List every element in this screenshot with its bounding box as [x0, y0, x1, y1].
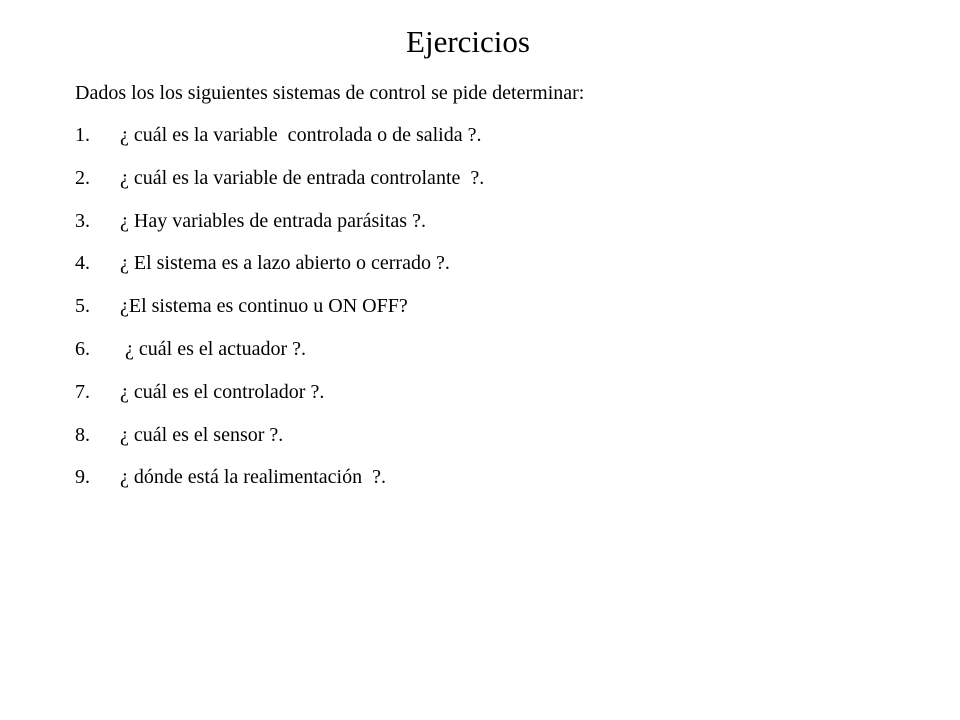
item-number: 7.	[75, 380, 90, 403]
item-number: 2.	[75, 166, 90, 189]
item-text: ¿ cuál es el controlador ?.	[120, 380, 325, 403]
item-text: ¿ El sistema es a lazo abierto o cerrado ?.	[120, 252, 450, 275]
slide-title: Ejercicios	[406, 24, 530, 59]
item-text: ¿ cuál es el sensor ?.	[120, 423, 284, 446]
item-text: ¿ cuál es el actuador ?.	[120, 337, 307, 360]
item-text: ¿ Hay variables de entrada parásitas ?.	[120, 209, 426, 232]
item-text: ¿ cuál es la variable controlada o de salida ?.	[120, 124, 482, 146]
item-number: 8.	[75, 423, 90, 446]
item-number: 5.	[75, 295, 90, 318]
intro-text: Dados los los siguientes sistemas de control se pide determinar:	[75, 82, 585, 104]
item-number: 9.	[75, 466, 90, 489]
item-text: ¿El sistema es continuo u ON OFF?	[120, 295, 408, 318]
item-text: ¿ cuál es la variable de entrada controlante ?.	[120, 166, 485, 189]
item-number: 1.	[75, 124, 90, 146]
item-text: ¿ dónde está la realimentación ?.	[120, 466, 386, 489]
item-number: 3.	[75, 209, 90, 232]
item-number: 6.	[75, 337, 90, 360]
item-number: 4.	[75, 252, 90, 275]
